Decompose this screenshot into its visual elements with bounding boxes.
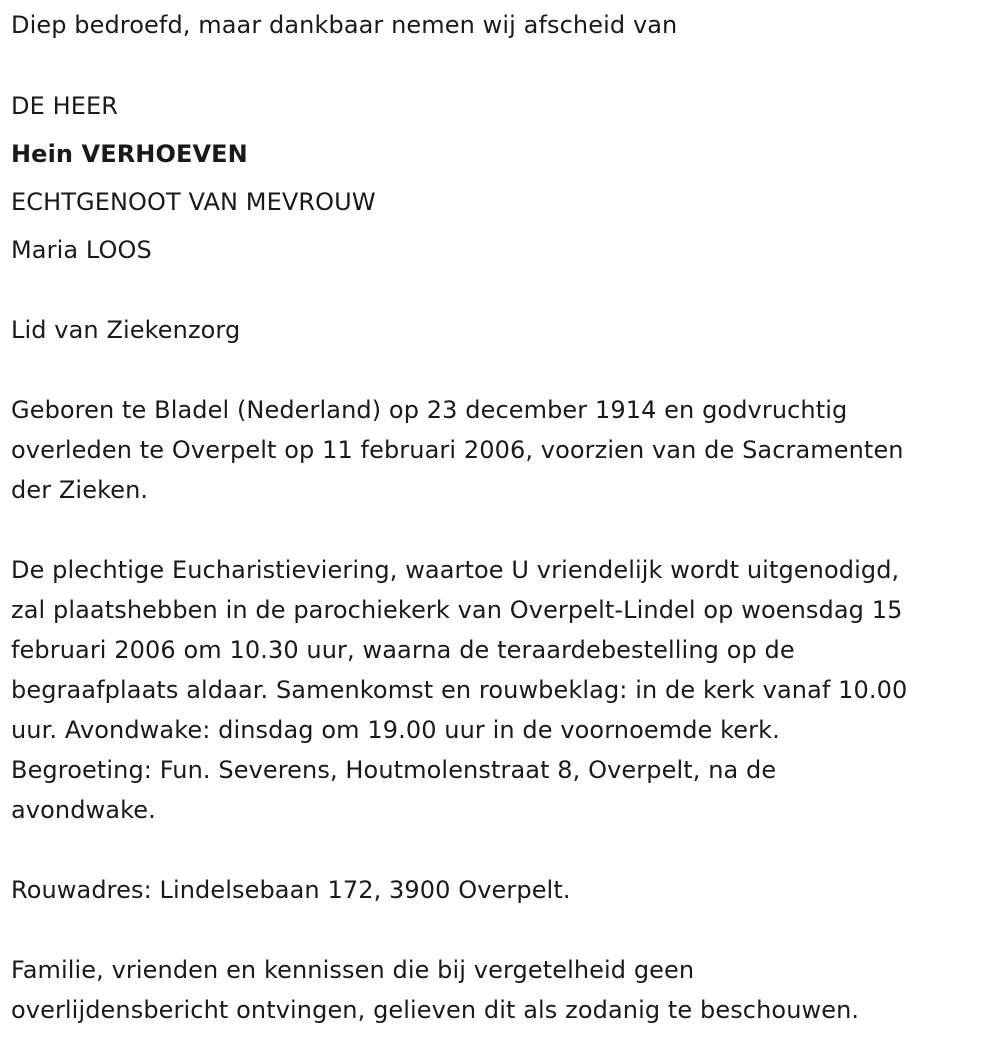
paragraph-line: uur. Avondwake: dinsdag om 19.00 uur in de voornoemde kerk. xyxy=(11,716,780,744)
paragraph-line: avondwake. xyxy=(11,796,156,824)
paragraph-line: overlijdensbericht ontvingen, gelieven dit als zodanig te beschouwen. xyxy=(11,996,860,1024)
paragraph-line: der Zieken. xyxy=(11,476,149,504)
deceased-name: Hein VERHOEVEN xyxy=(11,140,248,168)
paragraph-line: Begroeting: Fun. Severens, Houtmolenstraat 8, Overpelt, na de xyxy=(11,756,777,784)
paragraph-line: overleden te Overpelt op 11 februari 2006, voorzien van de Sacramenten xyxy=(11,436,904,464)
address-text: Rouwadres: Lindelsebaan 172, 3900 Overpelt. xyxy=(11,876,571,904)
relation-text: ECHTGENOOT VAN MEVROUW xyxy=(11,188,376,216)
paragraph-line: februari 2006 om 10.30 uur, waarna de teraardebestelling op de xyxy=(11,636,795,664)
paragraph-line: begraafplaats aldaar. Samenkomst en rouwbeklag: in de kerk vanaf 10.00 xyxy=(11,676,908,704)
paragraph-line: zal plaatshebben in de parochiekerk van Overpelt-Lindel op woensdag 15 xyxy=(11,596,903,624)
paragraph-line: Familie, vrienden en kennissen die bij vergetelheid geen xyxy=(11,956,695,984)
deceased-title: DE HEER xyxy=(11,92,119,120)
membership-text: Lid van Ziekenzorg xyxy=(11,316,241,344)
paragraph-line: Geboren te Bladel (Nederland) op 23 december 1914 en godvruchtig xyxy=(11,396,848,424)
spouse-name: Maria LOOS xyxy=(11,236,152,264)
intro-text: Diep bedroefd, maar dankbaar nemen wij afscheid van xyxy=(11,11,678,39)
paragraph-line: De plechtige Eucharistieviering, waartoe U vriendelijk wordt uitgenodigd, xyxy=(11,556,900,584)
